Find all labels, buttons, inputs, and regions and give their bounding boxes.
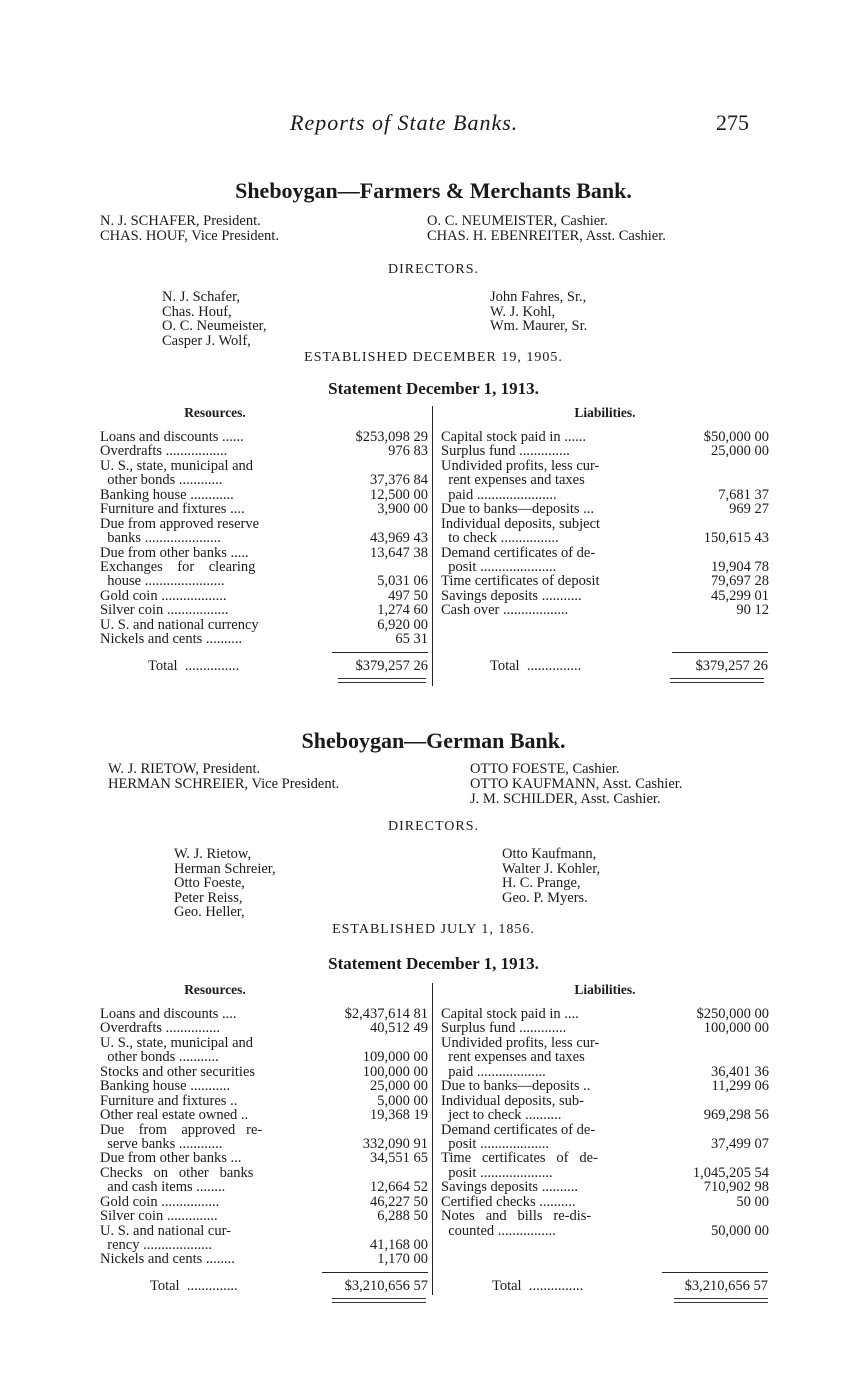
ledger-row (441, 1166, 769, 1180)
ledger-item-label: Demand certificates of de- (441, 545, 596, 560)
ledger-item-label: Due to banks—deposits .. (441, 1079, 591, 1094)
ledger-item-amount: 5,000 00 (377, 1092, 428, 1109)
ledger-row (441, 1180, 769, 1194)
ledger-item-label: Banking house ............ (100, 487, 234, 503)
ledger-item-amount: 969 27 (729, 501, 769, 518)
ledger-item-label: Time certificates of de- (441, 1151, 598, 1166)
ledger-item-label: Furniture and fixtures .. (100, 1093, 238, 1109)
ledger-item-label: Loans and discounts .... (100, 1007, 237, 1022)
ledger-item-amount: $250,000 00 (696, 1006, 769, 1022)
ledger-item-label: Individual deposits, subject (441, 516, 601, 532)
ledger-row (441, 1195, 769, 1209)
ledger-item-amount: 332,090 91 (362, 1135, 428, 1152)
ledger-item-label: house ...................... (100, 574, 225, 589)
column-divider (432, 406, 433, 686)
ledger-item-amount: 100,000 00 (703, 1020, 769, 1037)
resources-total: $3,210,656 57 (344, 1278, 428, 1294)
ledger-item-label: Notes and bills re-dis- (441, 1209, 592, 1224)
ledger-item-amount: 976 83 (388, 443, 428, 460)
ledger-item-amount: 109,000 00 (362, 1049, 428, 1066)
resources-list (100, 430, 428, 647)
ledger-row (100, 1238, 428, 1252)
ledger-row (100, 1195, 428, 1209)
ledger-row (441, 1036, 769, 1050)
ledger-row (100, 560, 428, 574)
ledger-item-amount: 45,299 01 (711, 587, 769, 604)
ledger-item-amount: 497 50 (388, 587, 428, 604)
ledger-row (441, 502, 769, 516)
ledger-item-label: U. S. and national currency (100, 617, 259, 633)
ledger-row (441, 531, 769, 545)
ledger-row (441, 1224, 769, 1238)
ledger-item-label: Undivided profits, less cur- (441, 458, 600, 474)
ledger-item-amount: 11,299 06 (711, 1078, 769, 1095)
ledger-item-label: other bonds ........... (100, 1050, 219, 1065)
ledger-item-label: serve banks ............ (100, 1136, 223, 1152)
ledger-item-label: Silver coin ................. (100, 603, 229, 618)
ledger-item-label: Other real estate owned .. (100, 1108, 249, 1123)
ledger-item-amount: 34,551 65 (370, 1150, 428, 1167)
ledger-item-amount: 41,168 00 (370, 1237, 428, 1253)
ledger-item-amount: 5,031 06 (377, 573, 428, 590)
ledger-row (100, 632, 428, 646)
ledger-row (441, 1065, 769, 1079)
ledger-row (441, 473, 769, 487)
ledger-item-label: posit .................... (441, 1165, 553, 1181)
ledger-row (441, 517, 769, 531)
ledger-item-amount: 25,000 00 (370, 1078, 428, 1095)
directors-label: DIRECTORS. (387, 819, 480, 834)
resources-list (100, 1007, 428, 1267)
ledger-item-amount: 79,697 28 (711, 573, 769, 590)
ledger-item-amount: 65 31 (395, 631, 428, 648)
resources-double-rule (338, 678, 426, 683)
ledger-row (100, 531, 428, 545)
ledger-item-label: U. S. and national cur- (100, 1223, 231, 1238)
ledger-item-amount: 6,288 50 (377, 1208, 428, 1225)
liabilities-heading: Liabilities. (574, 405, 636, 420)
ledger-row (100, 618, 428, 632)
ledger-row (100, 430, 428, 444)
ledger-item-label: Nickels and cents ........ (100, 1252, 235, 1267)
ledger-item-label: Banking house ........... (100, 1079, 231, 1094)
ledger-row (100, 502, 428, 516)
ledger-row (441, 444, 769, 458)
established-date: ESTABLISHED JULY 1, 1856. (332, 922, 535, 937)
ledger-row (441, 589, 769, 603)
ledger-row (100, 1137, 428, 1151)
ledger-item-label: U. S., state, municipal and (100, 1035, 254, 1051)
ledger-row (100, 1151, 428, 1165)
ledger-item-label: posit ................... (441, 1136, 549, 1152)
ledger-row (441, 546, 769, 560)
ledger-item-label: Capital stock paid in .... (441, 1007, 579, 1022)
ledger-item-label: Surplus fund .............. (441, 444, 570, 459)
ledger-item-label: Gold coin ................ (100, 1194, 220, 1210)
ledger-item-amount: 1,274 60 (377, 602, 428, 619)
ledger-item-label: posit ..................... (441, 559, 557, 575)
ledger-item-label: and cash items ........ (100, 1180, 226, 1195)
ledger-item-amount: 969,298 56 (703, 1107, 769, 1124)
directors-right: Otto Kaufmann, Walter J. Kohler, H. C. Prange, Geo. P. Myers. (502, 846, 601, 906)
liabilities-total: $3,210,656 57 (684, 1278, 768, 1294)
directors-left: N. J. Schafer, Chas. Houf, O. C. Neumeister, Casper J. Wolf, (162, 289, 267, 349)
resources-total-rule (332, 652, 428, 653)
ledger-item-amount: 12,500 00 (370, 486, 428, 503)
ledger-item-label: Undivided profits, less cur- (441, 1035, 600, 1051)
directors-right: John Fahres, Sr., W. J. Kohl, Wm. Maurer, Sr. (490, 289, 588, 334)
ledger-item-label: Time certificates of deposit (441, 574, 600, 589)
liabilities-heading: Liabilities. (574, 982, 636, 997)
ledger-item-label: Cash over .................. (441, 603, 569, 618)
ledger-row (100, 1007, 428, 1021)
ledger-item-amount: $50,000 00 (703, 429, 769, 445)
ledger-item-amount: $2,437,614 81 (344, 1006, 428, 1022)
page-number: 275 (716, 110, 749, 135)
ledger-row (441, 1094, 769, 1108)
ledger-item-label: U. S., state, municipal and (100, 458, 254, 474)
ledger-item-label: banks ..................... (100, 531, 221, 546)
ledger-item-label: Savings deposits ........... (441, 588, 582, 604)
officers-left: N. J. SCHAFER, President. CHAS. HOUF, Vice President. (100, 213, 279, 244)
ledger-item-label: Overdrafts ............... (100, 1021, 221, 1036)
ledger-row (100, 546, 428, 560)
ledger-item-label: Due from approved reserve (100, 516, 260, 532)
ledger-row (100, 1252, 428, 1266)
ledger-row (100, 444, 428, 458)
ledger-item-label: Loans and discounts ...... (100, 430, 244, 445)
ledger-item-amount: 25,000 00 (711, 443, 769, 460)
ledger-item-label: Surplus fund ............. (441, 1021, 567, 1036)
ledger-item-label: Furniture and fixtures .... (100, 502, 245, 517)
liabilities-total-label: Total ............... (490, 658, 582, 674)
ledger-item-amount: 50 00 (736, 1193, 769, 1210)
liabilities-double-rule (670, 678, 764, 683)
ledger-item-amount: 100,000 00 (362, 1063, 428, 1080)
ledger-row (100, 1123, 428, 1137)
liabilities-double-rule (674, 1298, 768, 1303)
ledger-row (100, 517, 428, 531)
column-divider (432, 983, 433, 1295)
ledger-row (441, 1137, 769, 1151)
ledger-item-amount: 1,045,205 54 (692, 1164, 769, 1181)
liabilities-total-label: Total ............... (492, 1278, 584, 1294)
bank-name: Sheboygan—German Bank. (301, 728, 566, 753)
liabilities-total-rule (672, 652, 768, 653)
ledger-item-label: paid ................... (441, 1064, 546, 1080)
ledger-row (100, 574, 428, 588)
ledger-item-amount: 37,376 84 (370, 472, 428, 489)
ledger-row (100, 589, 428, 603)
ledger-item-amount: 50,000 00 (711, 1222, 769, 1239)
ledger-row (100, 1050, 428, 1064)
liabilities-list (441, 430, 769, 618)
ledger-row (441, 1108, 769, 1122)
ledger-row (441, 1021, 769, 1035)
ledger-item-label: Nickels and cents .......... (100, 632, 243, 647)
ledger-item-amount: 40,512 49 (370, 1020, 428, 1037)
ledger-row (100, 1166, 428, 1180)
ledger-row (441, 574, 769, 588)
ledger-item-amount: 710,902 98 (703, 1179, 769, 1196)
ledger-row (441, 1007, 769, 1021)
ledger-item-label: Demand certificates of de- (441, 1122, 596, 1137)
ledger-item-amount: 1,170 00 (377, 1251, 428, 1268)
ledger-item-label: Checks on other banks (100, 1165, 254, 1181)
directors-left: W. J. Rietow, Herman Schreier, Otto Foeste, Peter Reiss, Geo. Heller, (174, 846, 276, 920)
ledger-row (100, 1180, 428, 1194)
officers-right: O. C. NEUMEISTER, Cashier. CHAS. H. EBENREITER, Asst. Cashier. (427, 213, 666, 244)
directors-label: DIRECTORS. (387, 262, 480, 277)
ledger-item-label: Savings deposits .......... (441, 1180, 578, 1195)
resources-total-rule (322, 1272, 428, 1273)
officers-right: OTTO FOESTE, Cashier. OTTO KAUFMANN, Asst. Cashier. J. M. SCHILDER, Asst. Cashier. (470, 761, 683, 807)
established-date: ESTABLISHED DECEMBER 19, 1905. (304, 350, 563, 365)
ledger-item-label: Individual deposits, sub- (441, 1093, 584, 1109)
ledger-row (441, 1079, 769, 1093)
ledger-item-amount: $253,098 29 (355, 429, 428, 445)
ledger-row (100, 1079, 428, 1093)
ledger-item-label: paid ...................... (441, 487, 557, 503)
officers-left: W. J. RIETOW, President. HERMAN SCHREIER, Vice President. (108, 761, 340, 792)
ledger-row (100, 603, 428, 617)
resources-total: $379,257 26 (355, 658, 428, 674)
resources-total-label: Total .............. (150, 1278, 238, 1294)
ledger-item-label: Due from other banks ..... (100, 545, 249, 560)
ledger-item-label: Gold coin .................. (100, 588, 227, 604)
ledger-row (100, 1209, 428, 1223)
ledger-row (441, 1151, 769, 1165)
ledger-row (441, 430, 769, 444)
ledger-item-label: rent expenses and taxes (441, 1050, 585, 1065)
ledger-item-label: Exchanges for clearing (100, 559, 256, 575)
ledger-item-amount: 3,900 00 (377, 501, 428, 518)
statement-heading: Statement December 1, 1913. (328, 379, 539, 398)
ledger-row (100, 1108, 428, 1122)
ledger-item-amount: 13,647 38 (370, 544, 428, 561)
ledger-item-amount: 46,227 50 (370, 1193, 428, 1210)
ledger-row (100, 1036, 428, 1050)
ledger-row (441, 459, 769, 473)
ledger-row (441, 1123, 769, 1137)
ledger-row (100, 1224, 428, 1238)
statement-heading: Statement December 1, 1913. (328, 954, 539, 973)
ledger-item-label: Due from other banks ... (100, 1151, 242, 1166)
liabilities-total: $379,257 26 (695, 658, 768, 674)
ledger-item-amount: 19,368 19 (370, 1107, 428, 1124)
running-title: Reports of State Banks. (290, 110, 519, 135)
ledger-item-label: Due to banks—deposits ... (441, 502, 595, 517)
ledger-item-label: counted ................ (441, 1223, 556, 1238)
ledger-item-amount: 36,401 36 (711, 1063, 769, 1080)
ledger-row (100, 488, 428, 502)
ledger-item-label: rency ................... (100, 1238, 212, 1253)
liabilities-total-rule (662, 1272, 768, 1273)
ledger-row (100, 1065, 428, 1079)
ledger-item-amount: 43,969 43 (370, 530, 428, 547)
ledger-item-label: Due from approved re- (100, 1122, 263, 1137)
resources-total-label: Total ............... (148, 658, 240, 674)
liabilities-list (441, 1007, 769, 1238)
ledger-item-label: other bonds ............ (100, 473, 223, 488)
resources-heading: Resources. (184, 405, 246, 420)
ledger-item-label: rent expenses and taxes (441, 473, 585, 488)
ledger-item-label: ject to check .......... (441, 1108, 562, 1123)
resources-double-rule (332, 1298, 426, 1303)
ledger-item-amount: 37,499 07 (711, 1135, 769, 1152)
ledger-item-label: Certified checks .......... (441, 1194, 576, 1210)
ledger-item-amount: 7,681 37 (718, 486, 769, 503)
ledger-item-label: to check ................ (441, 531, 559, 546)
resources-heading: Resources. (184, 982, 246, 997)
ledger-row (100, 1021, 428, 1035)
ledger-item-label: Stocks and other securities (100, 1064, 256, 1080)
bank-name: Sheboygan—Farmers & Merchants Bank. (235, 178, 632, 203)
ledger-row (441, 603, 769, 617)
ledger-item-amount: 12,664 52 (370, 1179, 428, 1196)
ledger-row (441, 1209, 769, 1223)
ledger-row (100, 459, 428, 473)
ledger-item-amount: 150,615 43 (703, 530, 769, 547)
ledger-item-label: Overdrafts ................. (100, 444, 228, 459)
ledger-row (441, 488, 769, 502)
ledger-item-label: Capital stock paid in ...... (441, 430, 586, 445)
ledger-row (100, 473, 428, 487)
ledger-row (100, 1094, 428, 1108)
ledger-row (441, 560, 769, 574)
ledger-item-label: Silver coin .............. (100, 1209, 218, 1224)
ledger-row (441, 1050, 769, 1064)
ledger-item-amount: 19,904 78 (711, 558, 769, 575)
ledger-item-amount: 6,920 00 (377, 616, 428, 633)
ledger-item-amount: 90 12 (736, 602, 769, 619)
